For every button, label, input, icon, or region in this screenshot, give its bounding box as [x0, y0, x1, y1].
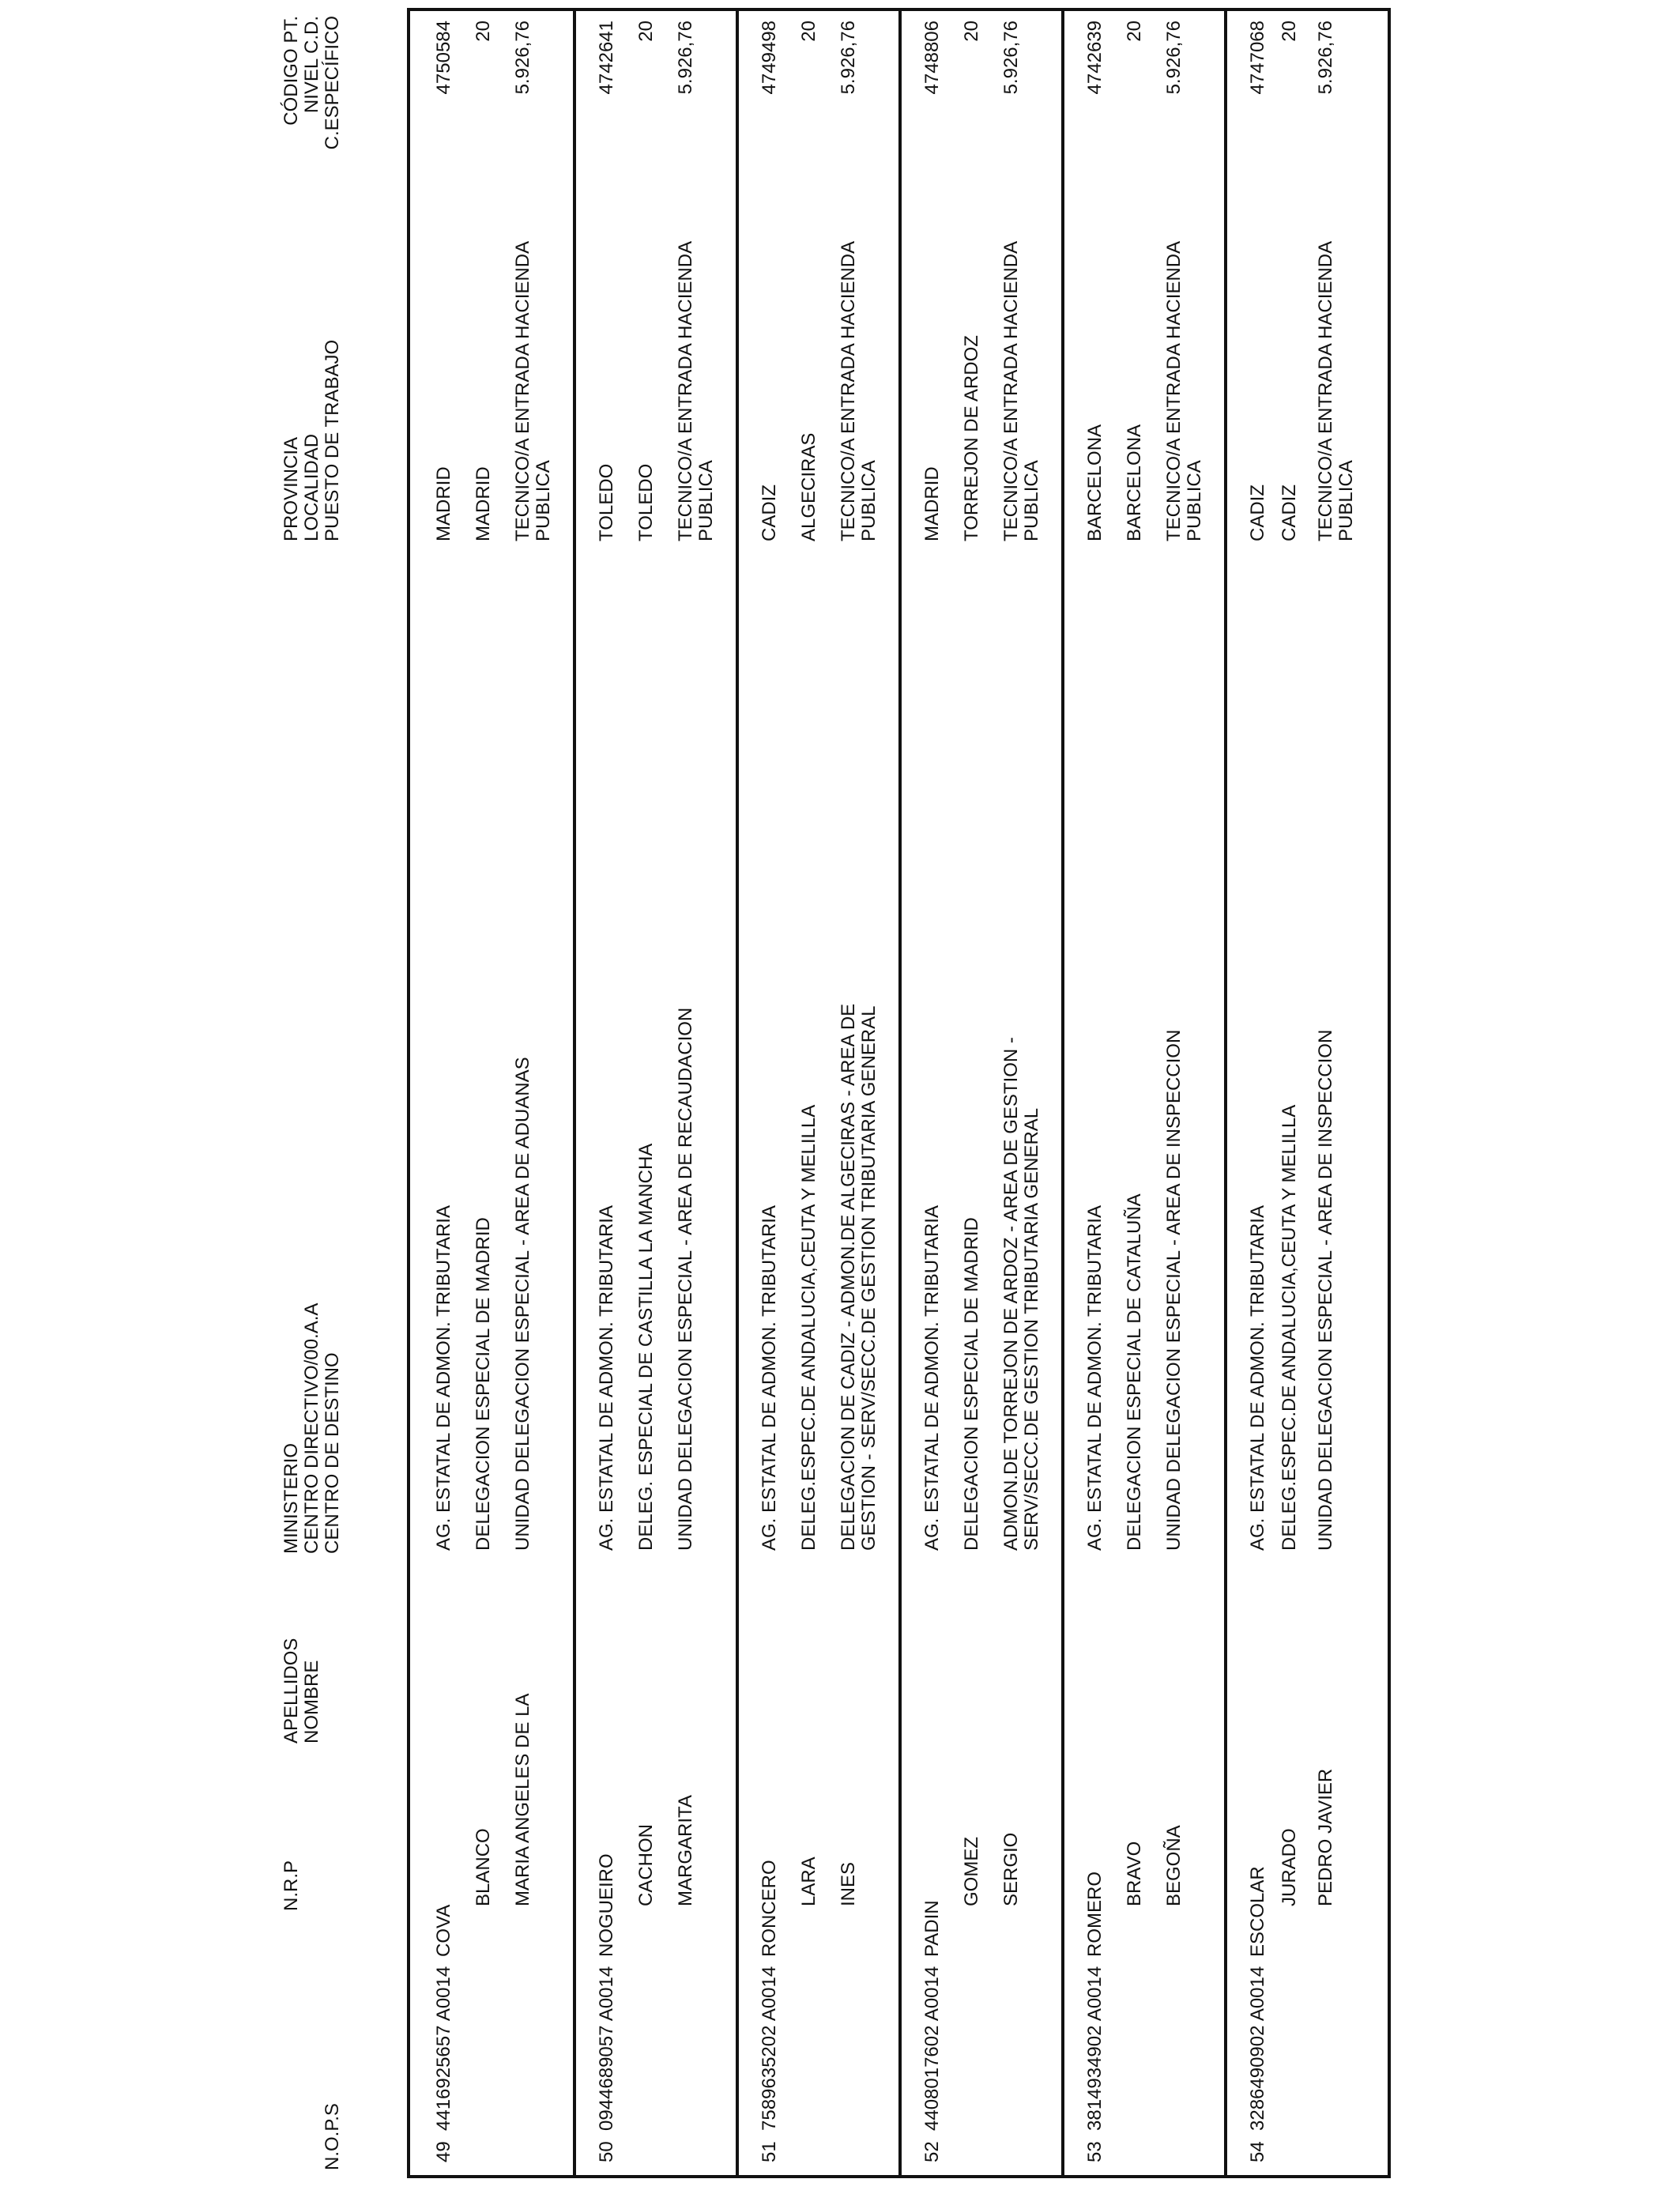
row-centro-destino: UNIDAD DELEGACION ESPECIAL - AREA DE RECAUDACION [675, 1007, 696, 1551]
row-nops: 49 [433, 2141, 454, 2162]
header-apellidos-label: APELLIDOS [281, 1638, 302, 1744]
row-ministerio: AG. ESTATAL DE ADMON. TRIBUTARIA [1247, 1205, 1268, 1551]
header-nrp [281, 1860, 302, 1911]
row-ministerio: AG. ESTATAL DE ADMON. TRIBUTARIA [433, 1205, 454, 1551]
table-row [1061, 11, 1227, 2175]
header-nops-label: N.O.P.S [322, 2103, 343, 2170]
row-especifico: 5.926,76 [675, 21, 696, 95]
row-apellido1: ROMERO [1084, 1872, 1106, 1957]
header-puesto-label: PUESTO DE TRABAJO [322, 339, 343, 541]
header-centro-destino-label: CENTRO DE DESTINO [322, 1352, 343, 1554]
row-nops: 52 [921, 2141, 943, 2162]
header-provincia-label: PROVINCIA [281, 436, 302, 541]
row-nivel: 20 [473, 21, 494, 42]
table-row [1224, 11, 1387, 2175]
row-codigo: 4748806 [921, 21, 943, 95]
header-name [281, 1638, 322, 1744]
results-table [407, 8, 1391, 2178]
row-ministerio: AG. ESTATAL DE ADMON. TRIBUTARIA [921, 1205, 943, 1551]
row-localidad: TOLEDO [635, 463, 657, 541]
row-apellido2: JURADO [1279, 1828, 1300, 1906]
row-nrp: 3286490902 A0014 [1247, 1966, 1268, 2131]
row-especifico: 5.926,76 [1000, 21, 1022, 95]
table-row [736, 11, 902, 2175]
header-especifico-label: C.ESPECÍFICO [322, 16, 343, 150]
row-centro-destino: ADMON.DE TORREJON DE ARDOZ - AREA DE GESTION - SERV/SECC.DE GESTION TRIBUTARIA GENERAL [1000, 1037, 1042, 1551]
row-centro-destino: UNIDAD DELEGACION ESPECIAL - AREA DE INSPECCION [1163, 1029, 1185, 1551]
row-nombre: MARGARITA [675, 1795, 696, 1906]
row-provincia: CADIZ [1247, 484, 1268, 541]
header-ministry [281, 1303, 343, 1554]
row-especifico: 5.926,76 [1163, 21, 1185, 95]
row-provincia: TOLEDO [596, 463, 617, 541]
row-provincia: MADRID [921, 466, 943, 541]
row-apellido1: PADIN [921, 1900, 943, 1957]
row-ministerio: AG. ESTATAL DE ADMON. TRIBUTARIA [596, 1205, 617, 1551]
header-nivel-label: NIVEL C.D. [301, 16, 322, 114]
row-puesto: TECNICO/A ENTRADA HACIENDA PUBLICA [1163, 242, 1205, 541]
row-nrp: 4408017602 A0014 [921, 1966, 943, 2131]
header-nops [281, 2103, 343, 2170]
row-nivel: 20 [961, 21, 982, 42]
header-location [281, 340, 343, 541]
row-nrp: 0944689057 A0014 [596, 1966, 617, 2131]
row-puesto: TECNICO/A ENTRADA HACIENDA PUBLICA [1000, 242, 1042, 541]
row-nivel: 20 [635, 21, 657, 42]
header-codes [281, 16, 343, 218]
row-puesto: TECNICO/A ENTRADA HACIENDA PUBLICA [1315, 242, 1357, 541]
header-codigo-label: CÓDIGO PT. [281, 16, 302, 126]
table-row [898, 11, 1064, 2175]
row-codigo: 4742639 [1084, 21, 1106, 95]
row-centro-destino: UNIDAD DELEGACION ESPECIAL - AREA DE INSPECCION [1315, 1029, 1336, 1551]
row-ministerio: AG. ESTATAL DE ADMON. TRIBUTARIA [1084, 1205, 1106, 1551]
row-localidad: TORREJON DE ARDOZ [961, 335, 982, 541]
row-puesto: TECNICO/A ENTRADA HACIENDA PUBLICA [512, 242, 554, 541]
row-apellido2: BLANCO [473, 1828, 494, 1906]
row-apellido1: ESCOLAR [1247, 1866, 1268, 1957]
row-nrp: 7589635202 A0014 [759, 1966, 780, 2131]
row-apellido2: LARA [798, 1857, 819, 1906]
row-nivel: 20 [1279, 21, 1300, 42]
row-provincia: CADIZ [759, 484, 780, 541]
header-localidad-label: LOCALIDAD [301, 433, 322, 541]
row-provincia: BARCELONA [1084, 424, 1106, 541]
row-localidad: CADIZ [1279, 484, 1300, 541]
row-localidad: MADRID [473, 466, 494, 541]
header-nrp-label: N.R.P [281, 1860, 302, 1911]
row-centro-destino: UNIDAD DELEGACION ESPECIAL - AREA DE ADUANAS [512, 1057, 533, 1551]
row-apellido1: NOGUEIRO [596, 1853, 617, 1957]
row-apellido2: GOMEZ [961, 1837, 982, 1906]
row-nombre: PEDRO JAVIER [1315, 1768, 1336, 1906]
row-nrp: 3814934902 A0014 [1084, 1966, 1106, 2131]
row-codigo: 4742641 [596, 21, 617, 95]
row-nops: 50 [596, 2141, 617, 2162]
table-row [573, 11, 739, 2175]
row-nombre: INES [838, 1861, 859, 1906]
row-centro-directivo: DELEGACION ESPECIAL DE CATALUÑA [1124, 1193, 1145, 1551]
row-provincia: MADRID [433, 466, 454, 541]
row-apellido1: COVA [433, 1904, 454, 1957]
row-ministerio: AG. ESTATAL DE ADMON. TRIBUTARIA [759, 1205, 780, 1551]
row-puesto: TECNICO/A ENTRADA HACIENDA PUBLICA [675, 242, 717, 541]
row-codigo: 4747068 [1247, 21, 1268, 95]
row-nivel: 20 [1124, 21, 1145, 42]
header-nombre-label: NOMBRE [301, 1660, 322, 1744]
row-codigo: 4750584 [433, 21, 454, 95]
row-centro-directivo: DELEGACION ESPECIAL DE MADRID [961, 1217, 982, 1551]
row-especifico: 5.926,76 [1315, 21, 1336, 95]
row-apellido1: RONCERO [759, 1860, 780, 1957]
row-especifico: 5.926,76 [512, 21, 533, 95]
row-apellido2: CACHON [635, 1823, 657, 1906]
row-nivel: 20 [798, 21, 819, 42]
row-centro-directivo: DELEG.ESPEC.DE ANDALUCIA,CEUTA Y MELILLA [798, 1104, 819, 1551]
row-centro-directivo: DELEG. ESPECIAL DE CASTILLA LA MANCHA [635, 1143, 657, 1551]
row-localidad: ALGECIRAS [798, 432, 819, 541]
row-codigo: 4749498 [759, 21, 780, 95]
row-nops: 54 [1247, 2141, 1268, 2162]
row-centro-destino: DELEGACION DE CADIZ - ADMON.DE ALGECIRAS - AREA DE GESTION - SERV/SECC.DE GESTION TRIBUTARIA GENERAL [838, 1003, 880, 1551]
row-puesto: TECNICO/A ENTRADA HACIENDA PUBLICA [838, 242, 880, 541]
row-especifico: 5.926,76 [838, 21, 859, 95]
row-apellido2: BRAVO [1124, 1841, 1145, 1906]
row-nombre: MARIA ANGELES DE LA [512, 1693, 533, 1906]
row-centro-directivo: DELEGACION ESPECIAL DE MADRID [473, 1217, 494, 1551]
header-ministerio-label: MINISTERIO [281, 1442, 302, 1554]
table-row [410, 11, 576, 2175]
row-nops: 53 [1084, 2141, 1106, 2162]
header-centro-directivo-label: CENTRO DIRECTIVO/00.A.A [301, 1302, 322, 1554]
row-nombre: BEGOÑA [1163, 1825, 1185, 1906]
row-centro-directivo: DELEG.ESPEC.DE ANDALUCIA,CEUTA Y MELILLA [1279, 1104, 1300, 1551]
row-localidad: BARCELONA [1124, 424, 1145, 541]
row-nrp: 4416925657 A0014 [433, 1966, 454, 2131]
row-nombre: SERGIO [1000, 1832, 1022, 1906]
row-nops: 51 [759, 2141, 780, 2162]
